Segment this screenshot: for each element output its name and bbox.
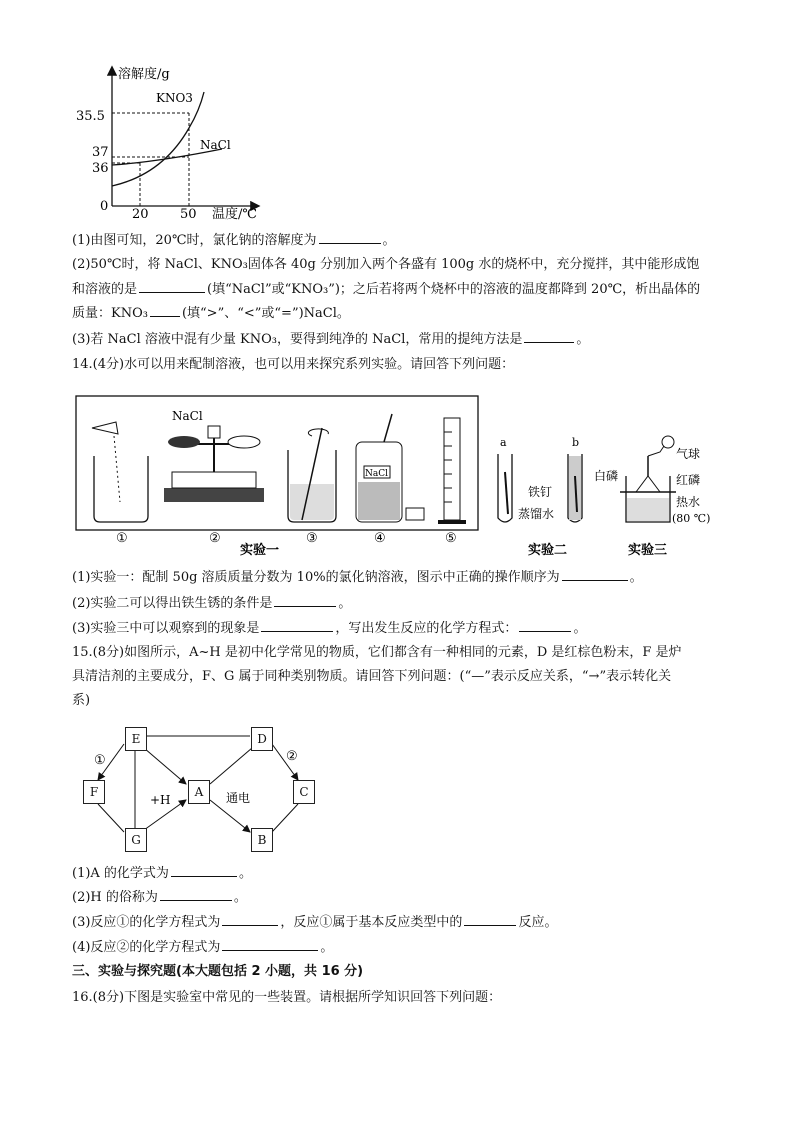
section-title: 三、实验与探究题(本大题包括 2 小题，共 16 分) [72,964,364,979]
series-label-kno3: KNO3 [156,91,193,105]
q13-part1 [72,231,396,250]
y-tick-label: 35.5 [76,109,105,124]
temperature-label: (80 ℃) [672,512,711,525]
iron-nail-label: 铁钉 [528,485,553,499]
solubility-chart [72,58,272,228]
question-text: 质量：KNO₃ [72,306,148,321]
question-text: (填“>”、“<”或“=”)NaCl。 [181,306,350,321]
q13-part3 [72,330,589,349]
node-f: F [83,780,105,804]
reaction-1-label: ① [94,753,106,768]
q13-part2a [72,256,699,274]
section-heading [72,963,363,981]
y-tick-label: 37 [92,145,109,160]
q16-stem [72,989,501,1007]
answer-blank[interactable] [150,304,180,317]
hot-water-label: 热水 [676,495,701,509]
question-text: 。 [233,890,247,905]
node-g: G [125,828,147,852]
balance-illustration [164,409,264,546]
distilled-water-label: 蒸馏水 [518,507,555,521]
question-text: ，反应①属于基本反应类型中的 [280,915,463,930]
graduated-cylinder-illustration [438,418,466,546]
tube-b-label: b [572,436,580,449]
experiment-two-label: 实验二 [528,543,568,556]
question-text: (3)实验三中可以观察到的现象是 [72,621,260,636]
q15-stem-1 [72,644,682,662]
answer-blank[interactable] [171,864,237,877]
series-label-nacl: NaCl [200,138,231,152]
question-text: ，写出发生反应的化学方程式： [335,621,518,636]
q15-part1 [72,864,252,883]
answer-blank[interactable] [222,938,318,951]
step-number: ③ [306,531,318,546]
question-text: (填“NaCl”或“KNO₃”)；之后若将两个烧杯中的溶液的温度都降到 20℃，析出晶体的 [207,282,701,297]
red-phosphorus-label: 红磷 [676,473,701,487]
step-number: ② [209,531,221,546]
y-axis-label: 溶解度/g [118,67,170,82]
q14-part2 [72,594,351,613]
question-text: 。 [629,570,643,585]
question-text: 14.(4分)水可以用来配制溶液，也可以用来探究系列实验。请回答下列问题： [72,357,515,372]
nacl-label: NaCl [172,409,203,423]
answer-blank[interactable] [562,568,628,581]
jar-label: NaCl [365,469,389,479]
question-text: 。 [320,940,334,955]
electrolysis-label: 通电 [226,791,251,805]
question-text: (3)若 NaCl 溶液中混有少量 KNO₃，要得到纯净的 NaCl，常用的提纯方法是 [72,332,523,347]
x-tick-label: 50 [180,207,197,222]
question-text: 具清洁剂的主要成分，F、G 属于同种类别物质。请回答下列问题：(“—”表示反应关系，“→”表示转化关 [72,669,672,684]
node-a: A [188,780,210,804]
question-text: 15.(8分)如图所示，A~H 是初中化学常见的物质，它们都含有一种相同的元素，D 是红棕色粉末，F 是炉 [72,645,682,660]
node-b: B [251,828,273,852]
question-text: 。 [238,866,252,881]
answer-blank[interactable] [524,330,574,343]
balloon-label: 气球 [676,447,701,461]
question-text: (2)H 的俗称为 [72,890,158,905]
reagent-jar-illustration [356,414,424,546]
question-text: (4)反应②的化学方程式为 [72,940,221,955]
y-tick-label: 36 [92,161,109,176]
q13-part2c [72,304,350,323]
question-text: (1)由图可知，20℃时，氯化钠的溶解度为 [72,233,317,248]
question-text: 。 [338,596,352,611]
x-tick-label: 20 [132,207,149,222]
answer-blank[interactable] [160,888,232,901]
series-line-kno3 [112,92,204,186]
answer-blank[interactable] [464,913,516,926]
question-text: (2)50℃时，将 NaCl、KNO₃固体各 40g 分别加入两个各盛有 100g 水的烧杯中，充分搅拌，其中能形成饱 [72,257,700,272]
stirring-illustration [288,428,336,546]
pour-beaker-illustration [92,422,148,546]
answer-blank[interactable] [519,619,571,632]
node-c: C [293,780,315,804]
node-e: E [125,727,147,751]
q15-part2 [72,888,247,907]
answer-blank[interactable] [139,280,205,293]
q15-stem-3 [72,692,90,710]
step-number: ④ [374,531,386,546]
tube-a-label: a [500,436,507,449]
answer-blank[interactable] [319,231,381,244]
experiment-three-label: 实验三 [628,543,668,556]
q15-part4 [72,938,333,957]
plus-h-label: +H [150,793,171,807]
x-axis-label: 温度/℃ [212,207,257,222]
q14-part3 [72,619,586,638]
question-text: (2)实验二可以得出铁生锈的条件是 [72,596,273,611]
question-text: 反应。 [518,915,558,930]
question-text: 。 [573,621,587,636]
answer-blank[interactable] [222,913,278,926]
question-text: 。 [382,233,396,248]
node-d: D [251,727,273,751]
white-phosphorus-label: 白磷 [594,469,619,483]
answer-blank[interactable] [274,594,336,607]
question-text: (3)反应①的化学方程式为 [72,915,221,930]
reaction-2-label: ② [286,749,298,764]
question-text: 16.(8分)下图是实验室中常见的一些装置。请根据所学知识回答下列问题： [72,990,502,1005]
question-text: (1)实验一：配制 50g 溶质质量分数为 10%的氯化钠溶液，图示中正确的操作顺序为 [72,570,560,585]
q13-part2b [72,280,700,299]
experiment-two-illustration [498,436,582,556]
x-tick-label: 0 [100,199,109,214]
experiment-three-illustration [594,436,710,556]
question-text: (1)A 的化学式为 [72,866,169,881]
step-number: ① [116,531,128,546]
step-number: ⑤ [445,531,457,546]
q15-part3 [72,913,557,932]
experiment-one-label: 实验一 [240,543,280,556]
q14-part1 [72,568,643,587]
question-text: 。 [576,332,590,347]
question-text: 和溶液的是 [72,282,138,297]
answer-blank[interactable] [261,619,333,632]
experiment-figure [72,392,732,556]
q15-stem-2 [72,668,671,686]
question-text: 系) [72,693,91,708]
q14-stem [72,356,514,374]
